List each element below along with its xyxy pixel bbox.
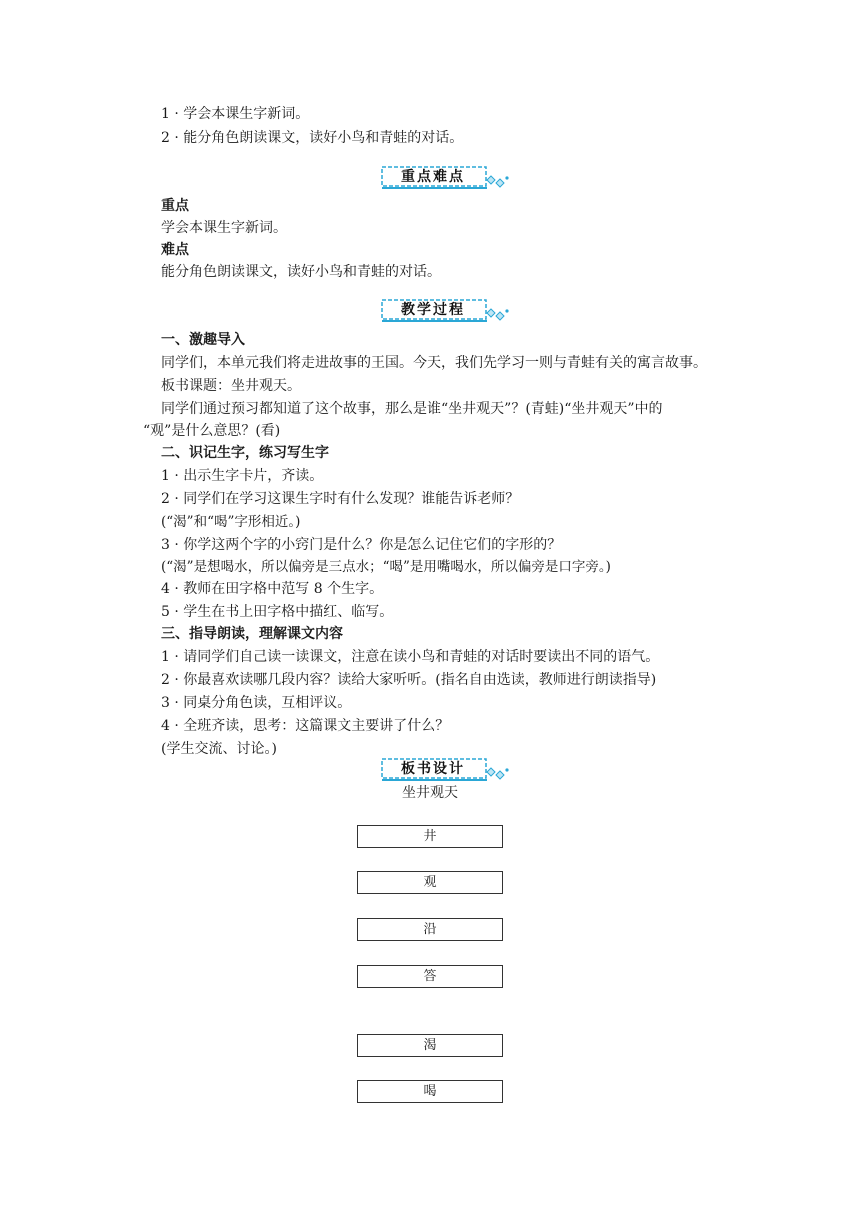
section-2-heading: 二、识记生字，练习写生字 (161, 445, 329, 461)
board-box: 沿 (357, 918, 503, 941)
paragraph: 同学们，本单元我们将走进故事的王国。今天，我们先学习一则与青蛙有关的寓言故事。 (161, 355, 707, 371)
section-3-heading: 三、指导朗读，理解课文内容 (161, 626, 343, 642)
board-box: 答 (357, 965, 503, 988)
list-item: 1 · 出示生字卡片，齐读。 (161, 468, 324, 484)
banner-label: 重点难点 (401, 169, 465, 185)
list-item: (“渴”和“喝”字形相近。) (161, 514, 301, 530)
process-banner (381, 298, 511, 324)
paragraph: 板书课题：坐井观天。 (161, 378, 301, 394)
key-points-banner (381, 165, 511, 191)
paragraph: “观”是什么意思？(看) (143, 423, 281, 439)
list-item: 3 · 同桌分角色读，互相评议。 (161, 695, 352, 711)
list-item: 2 · 同学们在学习这课生字时有什么发现？谁能告诉老师？ (161, 491, 520, 507)
list-item: (“渴”是想喝水，所以偏旁是三点水；“喝”是用嘴喝水，所以偏旁是口字旁。) (161, 559, 611, 575)
board-banner (381, 757, 511, 783)
objective-2: 2 · 能分角色朗读课文，读好小鸟和青蛙的对话。 (161, 130, 464, 146)
list-item: 4 · 教师在田字格中范写 8 个生字。 (161, 581, 384, 597)
list-item: (学生交流、讨论。) (161, 741, 277, 757)
focus-heading: 重点 (161, 198, 189, 214)
list-item: 4 · 全班齐读，思考：这篇课文主要讲了什么？ (161, 718, 450, 734)
board-box: 喝 (357, 1080, 503, 1103)
board-box: 井 (357, 825, 503, 848)
list-item: 5 · 学生在书上田字格中描红、临写。 (161, 604, 394, 620)
list-item: 1 · 请同学们自己读一读课文，注意在读小鸟和青蛙的对话时要读出不同的语气。 (161, 649, 660, 665)
objective-1: 1 · 学会本课生字新词。 (161, 106, 310, 122)
list-item: 2 · 你最喜欢读哪几段内容？读给大家听听。(指名自由选读，教师进行朗读指导) (161, 672, 657, 688)
board-box: 观 (357, 871, 503, 894)
list-item: 3 · 你学这两个字的小窍门是什么？你是怎么记住它们的字形的？ (161, 537, 562, 553)
difficulty-heading: 难点 (161, 242, 189, 258)
focus-text: 学会本课生字新词。 (161, 220, 287, 236)
board-title: 坐井观天 (402, 785, 458, 801)
section-1-heading: 一、激趣导入 (161, 332, 245, 348)
paragraph: 同学们通过预习都知道了这个故事，那么是谁“坐井观天”？(青蛙)“坐井观天”中的 (161, 401, 663, 417)
board-box: 渴 (357, 1034, 503, 1057)
banner-label: 教学过程 (401, 302, 465, 318)
difficulty-text: 能分角色朗读课文，读好小鸟和青蛙的对话。 (161, 264, 441, 280)
banner-label: 板书设计 (401, 761, 465, 777)
